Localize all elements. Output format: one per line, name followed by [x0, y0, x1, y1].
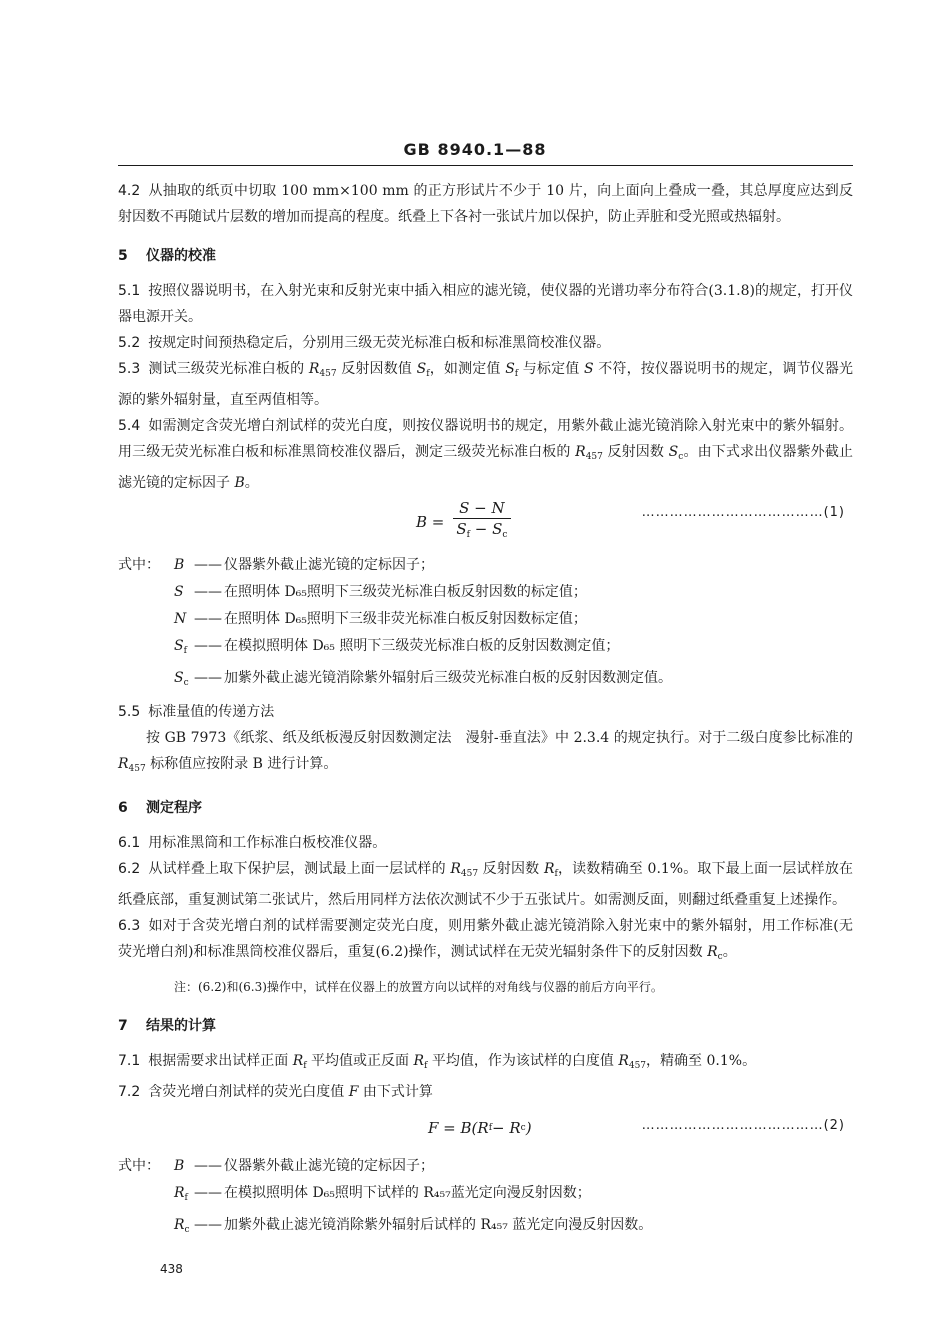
clause-text: 如需测定含荧光增白剂试样的荧光白度，则按仪器说明书的规定，用紫外截止滤光镜消除入射光束中的紫外辐射。用三级无荧光标准白板和标准黑筒校准仪器后，测定三级荧光标准白板的 [118, 418, 853, 460]
formula-fraction [450, 498, 513, 545]
clause-5-4 [118, 413, 853, 496]
clause-number: 5.1 [118, 283, 141, 299]
clause-text: ，精确至 0.1%。 [646, 1053, 757, 1069]
clause-text: 从抽取的纸页中切取 100 mm×100 mm 的正方形试片不少于 10 片，向上面向上叠成一叠，其总厚度应达到反射因数不再随试片层数的增加而提高的程度。纸叠上下各衬一张试片加以保护，防止弄脏和受光照或热辐射。 [118, 183, 853, 225]
clause-text: 反射因数 [478, 861, 544, 877]
symbol-R: R [543, 861, 555, 877]
legend-dash: —— [194, 1217, 222, 1233]
clause-text: 测试三级荧光标准白板的 [148, 361, 309, 377]
legend-text: 加紫外截止滤光镜消除紫外辐射后三级荧光标准白板的反射因数测定值。 [224, 670, 672, 686]
clause-number: 7.1 [118, 1053, 141, 1069]
symbol-R: R [707, 944, 718, 960]
clause-text: 反射因数值 [336, 361, 417, 377]
section-number: 7 [118, 1018, 128, 1034]
equation-number: …………………………………(1) [641, 505, 845, 520]
formula-2 [118, 1105, 853, 1145]
legend-row [118, 633, 853, 665]
clause-text: 平均值或正反面 [306, 1053, 414, 1069]
clause-text: 。由下式求出仪器紫外截止滤光镜的定标因子 [118, 444, 854, 491]
legend-dash: —— [194, 670, 222, 686]
symbol-R: R [308, 361, 320, 377]
symbol-R: R [292, 1053, 304, 1069]
legend-row [118, 1212, 853, 1244]
document-body [118, 178, 853, 1246]
clause-text: 按 GB 7973《纸浆、纸及纸板漫反射因数测定法 漫射-垂直法》中 2.3.4 的规定执行。对于二级白度参比标准的 [146, 730, 853, 746]
symbol-S: S [505, 361, 515, 377]
den-subscript: f [466, 530, 470, 540]
formula-part: − R [492, 1119, 521, 1137]
clause-text: 。 [722, 944, 737, 960]
section-number: 6 [118, 800, 128, 816]
clause-5-2 [118, 330, 853, 356]
symbol-S: S [416, 361, 427, 377]
clause-number: 6.3 [118, 918, 141, 934]
clause-text: 与标定值 [518, 361, 585, 377]
clause-text: 标称值应按附录 B 进行计算。 [145, 756, 338, 772]
legend-dash: —— [194, 557, 222, 573]
subscript-f: f [426, 369, 430, 379]
formula-part: F = B(R [428, 1119, 489, 1137]
clause-title: 标准量值的传递方法 [148, 704, 275, 720]
formula-1-legend [118, 552, 853, 697]
clause-7-1 [118, 1048, 853, 1079]
clause-text: ，如测定值 [429, 361, 506, 377]
fraction-numerator: S − N [453, 498, 511, 519]
page-header: GB 8940.1—88 [403, 140, 547, 159]
legend-row [118, 665, 853, 697]
legend-dash: —— [194, 1185, 222, 1201]
legend-symbol: B [174, 1158, 185, 1174]
clause-number: 4.2 [118, 183, 141, 199]
clause-number: 5.4 [118, 418, 141, 434]
legend-symbol: B [174, 557, 185, 573]
subscript-457: 457 [460, 869, 479, 879]
formula-1 [118, 496, 853, 544]
subscript-f: f [514, 369, 519, 379]
legend-dash: —— [194, 611, 222, 627]
clause-number: 5.2 [118, 335, 141, 351]
legend-text: 在模拟照明体 D₆₅ 照明下三级荧光标准白板的反射因数测定值； [224, 638, 620, 654]
legend-symbol: $R_c$ [174, 1217, 190, 1235]
clause-7-2 [118, 1079, 853, 1105]
subscript-c: c [717, 952, 723, 962]
note: 注：(6.2)和(6.3)操作中，试样在仪器上的放置方向以试样的对角线与仪器的前后方向平行。 [174, 980, 663, 994]
legend-text: 在照明体 D₆₅照明下三级荧光标准白板反射因数的标定值； [224, 584, 587, 600]
legend-row [118, 1180, 853, 1212]
symbol-R: R [118, 756, 129, 772]
clause-text: 由下式计算 [358, 1084, 433, 1100]
clause-number: 7.2 [118, 1084, 141, 1100]
clause-text: 按照仪器说明书，在入射光束和反射光束中插入相应的滤光镜，使仪器的光谱功率分布符合(3.1.8)的规定，打开仪器电源开关。 [118, 283, 853, 325]
symbol-F: F [348, 1084, 359, 1100]
subscript-457: 457 [128, 764, 146, 774]
clause-text: 如对于含荧光增白剂的试样需要测定荧光白度，则用紫外截止滤光镜消除入射光束中的紫外辐射，用工作标准(无荧光增白剂)和标准黑筒校准仪器后，重复(6.2)操作，测试试样在无荧光辐射条件下的反射因数 [118, 918, 853, 960]
den-symbol: − S [469, 520, 503, 538]
legend-text: 仪器紫外截止滤光镜的定标因子； [224, 557, 434, 573]
legend-row [118, 552, 853, 579]
subscript-f: f [554, 869, 558, 879]
clause-6-2 [118, 856, 853, 913]
symbol-R: R [575, 444, 586, 460]
clause-text: 反射因数 [602, 444, 669, 460]
symbol-B: B [234, 475, 245, 491]
subscript-f: f [303, 1061, 307, 1071]
legend-symbol: N [174, 611, 187, 627]
legend-row [118, 1153, 853, 1180]
legend-text: 在模拟照明体 D₆₅照明下试样的 R₄₅₇蓝光定向漫反射因数； [224, 1185, 591, 1201]
legend-dash: —— [194, 1158, 222, 1174]
legend-text: 加紫外截止滤光镜消除紫外辐射后试样的 R₄₅₇ 蓝光定向漫反射因数。 [224, 1217, 653, 1233]
formula-expression [428, 1115, 532, 1141]
header-rule [118, 165, 853, 166]
subscript-457: 457 [319, 369, 337, 379]
symbol-R: R [450, 861, 461, 877]
clause-5-5-title [118, 699, 853, 725]
legend-text: 仪器紫外截止滤光镜的定标因子； [224, 1158, 434, 1174]
clause-text: 根据需要求出试样正面 [148, 1053, 293, 1069]
page-number: 438 [160, 1262, 183, 1276]
clause-4-2 [118, 178, 853, 230]
symbol-S: S [668, 444, 679, 460]
clause-text: 从试样叠上取下保护层，测试最上面一层试样的 [148, 861, 451, 877]
clause-text: ，读数精确至 0.1%。取下最上面一层试样放在纸叠底部，重复测试第二张试片，然后用同样方法依次测试不少于五张试片。如需测反面，则翻过纸叠重复上述操作。 [118, 861, 853, 908]
symbol-R: R [618, 1053, 629, 1069]
clause-5-5-text [118, 725, 853, 782]
legend-dash: —— [194, 638, 222, 654]
clause-text: 含荧光增白剂试样的荧光白度值 [148, 1084, 349, 1100]
legend-label: 式中： [118, 557, 160, 573]
section-title: 测定程序 [146, 800, 202, 816]
equation-number: …………………………………(2) [641, 1118, 845, 1133]
legend-symbol: $R_f$ [174, 1185, 188, 1203]
clause-text: 按规定时间预热稳定后，分别用三级无荧光标准白板和标准黑筒校准仪器。 [148, 335, 611, 351]
section-heading-6 [118, 796, 853, 820]
fraction-denominator [450, 519, 513, 545]
symbol-S: S [584, 361, 594, 377]
subscript-457: 457 [585, 452, 603, 462]
legend-symbol: $S_c$ [174, 670, 189, 688]
legend-dash: —— [194, 584, 222, 600]
section-title: 结果的计算 [146, 1018, 216, 1034]
clause-6-3 [118, 913, 853, 970]
section-number: 5 [118, 248, 128, 264]
clause-6-1 [118, 830, 853, 856]
den-symbol: S [456, 520, 467, 538]
formula-subscript: f [488, 1123, 493, 1133]
clause-text: 。 [244, 475, 259, 491]
clause-5-3 [118, 356, 853, 413]
subscript-c: c [678, 452, 684, 462]
legend-text: 在照明体 D₆₅照明下三级非荧光标准白板反射因数标定值； [224, 611, 587, 627]
clause-5-1 [118, 278, 853, 330]
formula-part: ) [525, 1119, 532, 1137]
subscript-457: 457 [628, 1061, 647, 1071]
section-title: 仪器的校准 [146, 248, 216, 264]
legend-symbol: $S_f$ [174, 638, 187, 656]
clause-text: 不符，按仪器说明书的规定，调节仪器光源的紫外辐射量，直至两值相等。 [118, 361, 854, 408]
formula-lhs: B = [416, 512, 445, 531]
formula-subscript: c [520, 1123, 526, 1133]
clause-number: 6.1 [118, 835, 141, 851]
symbol-R: R [413, 1053, 425, 1069]
clause-number: 5.5 [118, 704, 141, 720]
legend-row [118, 606, 853, 633]
legend-row [118, 579, 853, 606]
section-heading-7 [118, 1014, 853, 1038]
den-subscript: c [502, 530, 508, 540]
formula-expression [416, 498, 513, 545]
clause-number: 5.3 [118, 361, 141, 377]
clause-number: 6.2 [118, 861, 141, 877]
legend-label: 式中： [118, 1158, 160, 1174]
clause-text: 用标准黑筒和工作标准白板校准仪器。 [148, 835, 387, 851]
legend-symbol: S [174, 584, 184, 600]
subscript-f: f [424, 1061, 428, 1071]
formula-2-legend [118, 1153, 853, 1244]
section-heading-5 [118, 244, 853, 268]
clause-text: 平均值，作为该试样的白度值 [427, 1053, 619, 1069]
